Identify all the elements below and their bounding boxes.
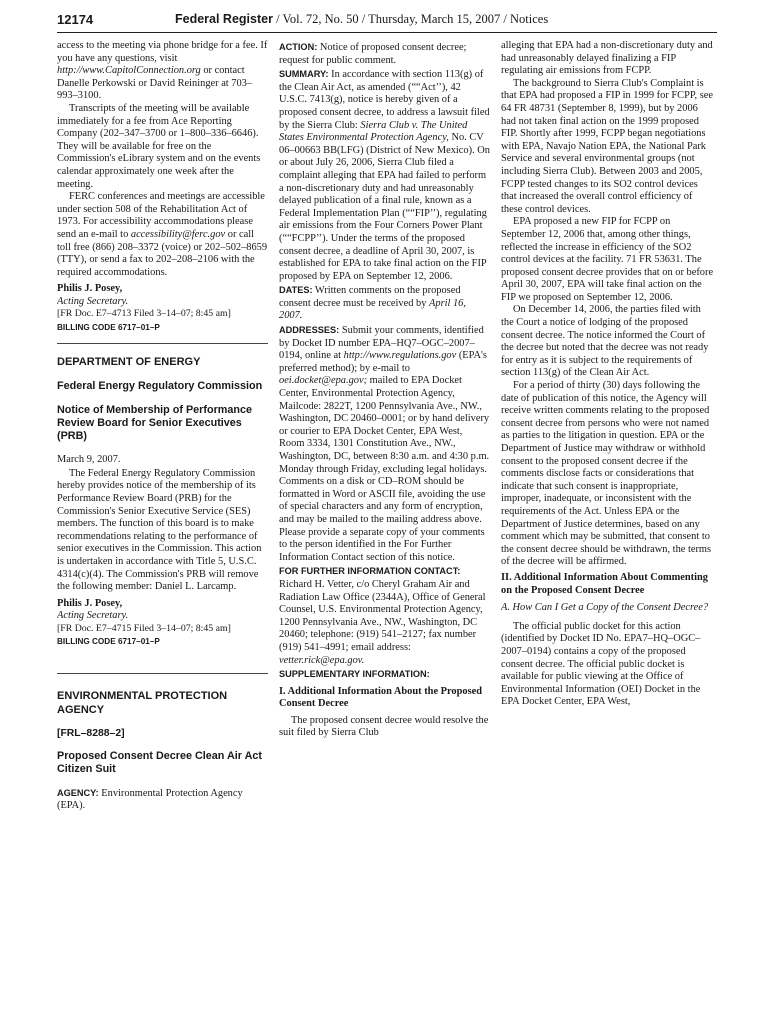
signatory-title <box>57 610 268 623</box>
text-run: access to the meeting via phone bridge for a fee. If you have any questions, visit <box>57 40 268 64</box>
supplementary-label: SUPPLEMENTARY INFORMATION: <box>279 669 430 680</box>
ferc-accessibility-email[interactable]: accessibility@ferc.gov <box>130 228 226 240</box>
fr-doc-line: [FR Doc. E7–4713 Filed 3–14–07; 8:45 am] <box>57 308 231 320</box>
comment-deadline: April 16, 2007. <box>279 297 466 322</box>
publication-name: Federal Register <box>175 12 273 26</box>
addresses-paragraph <box>279 324 490 564</box>
vetter-email[interactable]: vetter.rick@epa.gov. <box>279 654 365 666</box>
ffi-label: FOR FURTHER INFORMATION CONTACT: <box>279 566 461 577</box>
consent-decree-heading: Proposed Consent Decree Clean Air Act Citizen Suit <box>57 749 262 775</box>
frl-number: [FRL–8288–2] <box>57 728 125 740</box>
text-run: Richard H. Vetter, c/o Cheryl Graham Air and Radiation Law Office (2344A), Office of General Counsel, U.S. Environmental Protection Agency, 1200 Pennsylvania Ave., NW., Washington, DC 20460; telephone: (919) 541–2127; fax number (919) 541–4991; email address: <box>279 578 486 653</box>
subsection-a-heading: A. How Can I Get a Copy of the Consent Decree? <box>501 602 709 614</box>
body-paragraph: For a period of thirty (30) days following the date of publication of this notice, the Agency will receive written comments relating to the proposed consent decree from persons who were not named as parties to the litigation in question. EPA or the Department of Justice may withdraw or withhold consent to the proposed consent decree if the comments disclose facts or considerations that indicate that such consent is inappropriate, improper, inadequate, or inconsistent with the requirements of the Act. Unless EPA or the Department of Justice determines, based on any comment which may be submitted, that consent to the consent decree should be withdrawn, the terms of the decree will be affirmed. <box>501 380 712 568</box>
text-run: mailed to EPA Docket Center, Environmental Protection Agency, Mailcode: 2822T, 1200 Pennsylvania Ave., NW., Washington, DC 20460–0001; or by hand delivery or courier to EPA Docket Center, EPA West, Room 3334, 1301 Constitution Ave., NW., Washington, DC, between 8:30 a.m. and 4:30 p.m. Monday through Friday, excluding legal holidays. Comments on a disk or CD–ROM should be formatted in Word or ASCII file, avoiding the use of special characters and any form of encryption, and may be mailed to the mailing address above. Please provide a separate copy of your comments to the person identified in the For Further Information Contact section of this notice. <box>279 375 490 563</box>
dates-paragraph <box>279 284 490 323</box>
case-name: Sierra Club v. The United States Environmental Protection Agency, <box>279 119 468 144</box>
signatory-title-text: Acting Secretary. <box>57 610 129 622</box>
text-run: (EPA's preferred method); by e-mail to <box>279 350 487 374</box>
billing-code: BILLING CODE 6717–01–P <box>57 323 160 333</box>
dates-label: DATES: <box>279 285 313 296</box>
column-1 <box>57 40 268 1020</box>
column-2 <box>279 40 490 1020</box>
text-run: or call toll free (866) 208–3372 (voice) or 202–502–8659 (TTY), or send a fax to 202–208–2106 with the required accommodations. <box>57 228 268 278</box>
text-run: Written comments on the proposed consent decree must be received by <box>279 285 461 309</box>
agency-paragraph <box>57 787 268 813</box>
summary-label: SUMMARY: <box>279 69 329 80</box>
page-header <box>57 10 717 33</box>
column-3 <box>501 40 715 1020</box>
contact-paragraph <box>279 565 490 667</box>
body-paragraph: On December 14, 2006, the parties filed with the Court a notice of lodging of the proposed consent decree. The notice informed the Court of the decree but noted that the decree was not ready for entry as it is subject to the requirements of section 113(g) of the Clean Air Act. <box>501 304 709 379</box>
regulations-gov-link[interactable]: http://www.regulations.gov <box>343 350 457 362</box>
summary-paragraph <box>279 68 490 283</box>
signatory-name: Philis J. Posey, <box>57 597 123 609</box>
prb-date: March 9, 2007. <box>57 454 121 466</box>
action-label: ACTION: <box>279 42 318 52</box>
signatory-title-text: Acting Secretary. <box>57 295 129 307</box>
agency-label: AGENCY: <box>57 787 99 798</box>
text-run: or contact Danelle Perkowski or David Reininger at 703–993–3100. <box>57 65 253 102</box>
epa-heading: ENVIRONMENTAL PROTECTION AGENCY <box>57 690 228 716</box>
supplementary-info-heading <box>279 668 490 682</box>
body-paragraph: The background to Sierra Club's Complaint is that EPA had proposed a FIP in 1999 for FCPP, see 64 FR 48731 (September 8, 1999), but by 2006 had not taken final action on the 1999 proposed FIP. Shortly after 1999, FCPP began negotiations with EPA, Navajo Nation EPA, the National Park Service and several environmental groups (not including Sierra Club). Between 2003 and 2005, FCPP tested changes to its SO2 control devices that increased the overall control efficiency of these control devices. <box>501 77 713 215</box>
text-run: Submit your comments, identified by Docket ID number EPA–HQ7–OGC–2007–0194, online at <box>279 325 484 362</box>
text-run: In accordance with section 113(g) of the Clean Air Act, as amended (““Act’’), 42 U.S.C. 7413(g), notice is hereby given of a proposed consent decree, to address a lawsuit filed by the Sierra Club: <box>279 69 490 131</box>
body-paragraph: The official public docket for this action (identified by Docket ID No. EPA7–HQ–OGC–2007–0194) contains a copy of the proposed consent decree. The official public docket is available for public viewing at the Office of Environmental Information (OEI) Docket in the EPA Docket Center, EPA West, <box>501 620 701 708</box>
section-divider <box>57 673 268 674</box>
section-2-heading: II. Additional Information About Commenting on the Proposed Consent Decree <box>501 571 708 596</box>
prb-body-paragraph: The Federal Energy Regulatory Commission hereby provides notice of the membership of its Performance Review Board (PRB) for the Commission's Senior Executive Service (SES) members. The function of this board is to make recommendations relating to the performance of senior executives in the Commission. This action is undertaken in accordance with Title 5, U.S.C. 4314(c)(4). The Commission's PRB will remove the following member: Daniel L. Larcamp. <box>57 467 262 593</box>
issue-details: / Vol. 72, No. 50 / Thursday, March 15, 2007 / Notices <box>272 12 549 26</box>
capitol-connection-link[interactable]: http://www.CapitolConnection.org <box>57 65 201 77</box>
text-run: Environmental Protection Agency (EPA). <box>57 787 243 812</box>
billing-code: BILLING CODE 6717–01–P <box>57 637 160 647</box>
body-paragraph: alleging that EPA had a non-discretionary duty and had unreasonably delayed finalizing a FIP regulating air emissions from FCPP. <box>501 40 713 77</box>
section-1-paragraph: The proposed consent decree would resolve the suit filed by Sierra Club <box>279 714 489 739</box>
text-run: Notice of proposed consent decree; request for public comment. <box>279 42 467 66</box>
text-run: No. CV 06–00663 BB(LFG) (District of New Mexico). On or about July 26, 2006, Sierra Club filed a complaint alleging that EPA had failed to perform a non-discretionary duty and had unreasonably delayed publication of a final rule, known as a Federal Implementation Plan (““FIP’’), regulating air emissions from the Four Corners Power Plant (““FCPP’’). Under the terms of the proposed consent decree, a deadline of April 30, 2007, is established for EPA to take final action on the FIP proposed by EPA on September 12, 2006. <box>279 132 490 282</box>
meeting-access-paragraph <box>57 40 268 103</box>
oei-docket-email[interactable]: oei.docket@epa.gov; <box>279 375 368 387</box>
ferc-accessibility-paragraph <box>57 191 268 279</box>
fr-doc-line: [FR Doc. E7–4715 Filed 3–14–07; 8:45 am] <box>57 622 231 634</box>
text-run: FERC conferences and meetings are accessible under section 508 of the Rehabilitation Act of 1973. For accessibility accommodations please send an e-mail to <box>57 191 265 240</box>
section-1-heading: I. Additional Information About the Proposed Consent Decree <box>279 685 483 710</box>
addresses-label: ADDRESSES: <box>279 325 340 336</box>
transcripts-paragraph: Transcripts of the meeting will be available immediately for a fee from Ace Reporting Company (202–347–3700 or 1–800–336–6646). They will be available for free on the Commission's eLibrary system and on the events calendar approximately one week after the meeting. <box>57 102 261 190</box>
action-paragraph <box>279 41 490 67</box>
body-paragraph: EPA proposed a new FIP for FCPP on September 12, 2006 that, among other things, reflected the increase in efficiency of the SO2 control devices at the facility. 71 FR 53631. The proposed consent decree provides that on or before April 30, 2007, EPA will take final action on the FIP we proposed on September 12, 2006. <box>501 216 714 303</box>
running-head <box>175 12 548 27</box>
signatory-title <box>57 296 268 309</box>
ferc-heading: Federal Energy Regulatory Commission <box>57 380 263 393</box>
prb-notice-heading: Notice of Membership of Performance Review Board for Senior Executives (PRB) <box>57 404 252 443</box>
page-number: 12174 <box>57 12 94 27</box>
doe-heading: DEPARTMENT OF ENERGY <box>57 355 201 368</box>
signatory-name: Philis J. Posey, <box>57 283 123 295</box>
section-divider <box>57 343 268 344</box>
